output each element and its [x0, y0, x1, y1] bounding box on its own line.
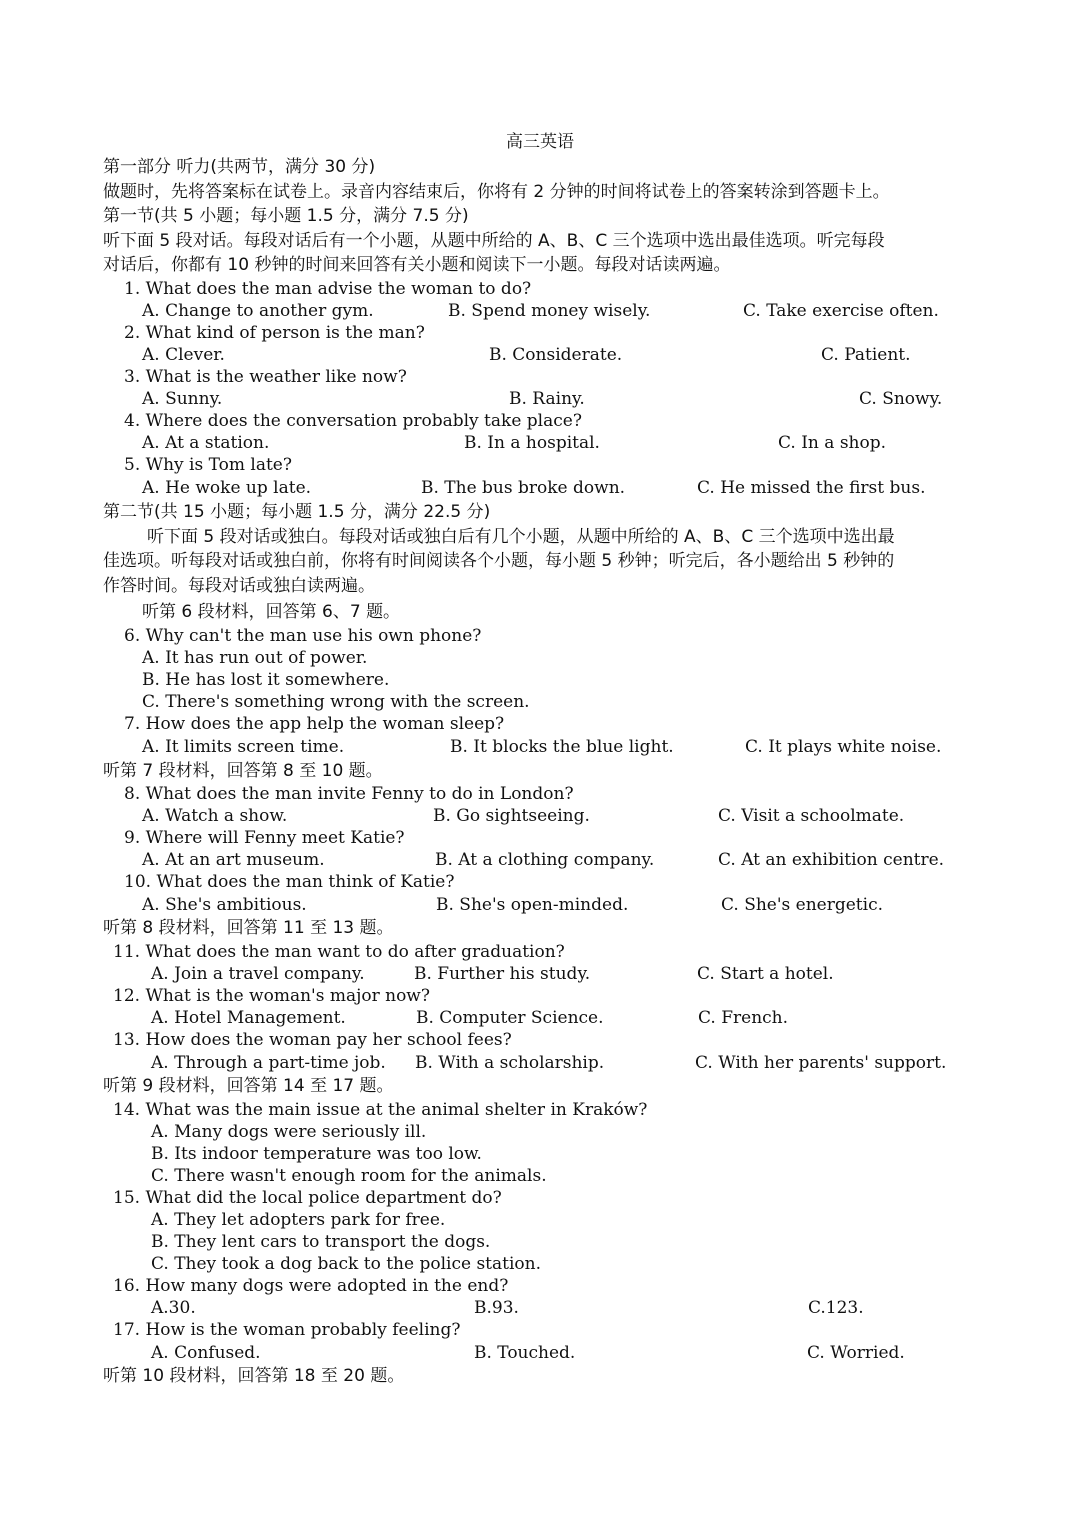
part1-instruction: 做题时，先将答案标在试卷上。录音内容结束后，你将有 2 分钟的时间将试卷上的答案转涂到答题卡上。 [103, 182, 890, 202]
q3-option-c: C. Snowy. [859, 389, 943, 409]
q14-option-a: A. Many dogs were seriously ill. [151, 1122, 427, 1142]
section2-instruction-line2: 佳选项。听每段对话或独白前，你将有时间阅读各个小题，每小题 5 秒钟；听完后，各小题给出 5 秒钟的 [103, 551, 895, 571]
question-13: 13. How does the woman pay her school fees? [113, 1030, 512, 1050]
question-16: 16. How many dogs were adopted in the end? [113, 1276, 509, 1296]
question-14: 14. What was the main issue at the animal shelter in Kraków? [113, 1100, 648, 1120]
question-7: 7. How does the app help the woman sleep? [124, 714, 505, 734]
question-12: 12. What is the woman's major now? [113, 986, 430, 1006]
part1-heading: 第一部分 听力(共两节，满分 30 分) [103, 157, 376, 177]
q14-option-b: B. Its indoor temperature was too low. [151, 1144, 482, 1164]
q5-option-a: A. He woke up late. [142, 478, 312, 498]
q14-option-c: C. There wasn't enough room for the animals. [151, 1166, 547, 1186]
q10-option-a: A. She's ambitious. [142, 895, 307, 915]
question-15: 15. What did the local police department do? [113, 1188, 502, 1208]
q12-option-c: C. French. [698, 1008, 789, 1028]
question-11: 11. What does the man want to do after graduation? [113, 942, 565, 962]
question-4: 4. Where does the conversation probably take place? [124, 411, 582, 431]
q12-option-a: A. Hotel Management. [151, 1008, 346, 1028]
q13-option-c: C. With her parents' support. [695, 1053, 947, 1073]
question-2: 2. What kind of person is the man? [124, 323, 425, 343]
q8-option-b: B. Go sightseeing. [433, 806, 590, 826]
section1-instruction-line2: 对话后，你都有 10 秒钟的时间来回答有关小题和阅读下一小题。每段对话读两遍。 [103, 255, 731, 275]
q16-option-c: C.123. [808, 1298, 864, 1318]
page-title: 高三英语 [506, 132, 574, 152]
q17-option-b: B. Touched. [474, 1343, 576, 1363]
q4-option-a: A. At a station. [142, 433, 270, 453]
q15-option-c: C. They took a dog back to the police station. [151, 1254, 541, 1274]
q8-option-c: C. Visit a schoolmate. [718, 806, 905, 826]
question-3: 3. What is the weather like now? [124, 367, 407, 387]
q17-option-a: A. Confused. [151, 1343, 261, 1363]
material-10-heading: 听第 10 段材料，回答第 18 至 20 题。 [103, 1366, 405, 1386]
question-17: 17. How is the woman probably feeling? [113, 1320, 461, 1340]
q6-option-b: B. He has lost it somewhere. [142, 670, 390, 690]
question-10: 10. What does the man think of Katie? [124, 872, 455, 892]
q9-option-c: C. At an exhibition centre. [718, 850, 945, 870]
q6-option-a: A. It has run out of power. [142, 648, 368, 668]
q1-option-b: B. Spend money wisely. [448, 301, 651, 321]
q16-option-a: A.30. [151, 1298, 196, 1318]
q17-option-c: C. Worried. [807, 1343, 905, 1363]
q7-option-a: A. It limits screen time. [142, 737, 345, 757]
q9-option-a: A. At an art museum. [142, 850, 325, 870]
q7-option-b: B. It blocks the blue light. [450, 737, 674, 757]
q5-option-b: B. The bus broke down. [421, 478, 626, 498]
section2-heading: 第二节(共 15 小题；每小题 1.5 分，满分 22.5 分) [103, 502, 491, 522]
question-9: 9. Where will Fenny meet Katie? [124, 828, 405, 848]
q15-option-a: A. They let adopters park for free. [151, 1210, 446, 1230]
section2-instruction-line1: 听下面 5 段对话或独白。每段对话或独白后有几个小题，从题中所给的 A、B、C 三个选项中选出最 [147, 527, 895, 547]
q15-option-b: B. They lent cars to transport the dogs. [151, 1232, 491, 1252]
question-8: 8. What does the man invite Fenny to do in London? [124, 784, 574, 804]
section1-heading: 第一节(共 5 小题；每小题 1.5 分，满分 7.5 分) [103, 206, 469, 226]
q11-option-b: B. Further his study. [414, 964, 591, 984]
q6-option-c: C. There's something wrong with the screen. [142, 692, 530, 712]
question-5: 5. Why is Tom late? [124, 455, 292, 475]
question-1: 1. What does the man advise the woman to do? [124, 279, 532, 299]
q8-option-a: A. Watch a show. [142, 806, 288, 826]
q4-option-b: B. In a hospital. [464, 433, 600, 453]
q16-option-b: B.93. [474, 1298, 519, 1318]
q2-option-b: B. Considerate. [489, 345, 623, 365]
q5-option-c: C. He missed the first bus. [697, 478, 926, 498]
material-9-heading: 听第 9 段材料，回答第 14 至 17 题。 [103, 1076, 394, 1096]
q13-option-a: A. Through a part-time job. [151, 1053, 386, 1073]
q11-option-c: C. Start a hotel. [697, 964, 834, 984]
q10-option-b: B. She's open-minded. [436, 895, 629, 915]
q4-option-c: C. In a shop. [778, 433, 887, 453]
q1-option-c: C. Take exercise often. [743, 301, 939, 321]
q2-option-a: A. Clever. [142, 345, 225, 365]
q13-option-b: B. With a scholarship. [415, 1053, 605, 1073]
q10-option-c: C. She's energetic. [721, 895, 883, 915]
material-7-heading: 听第 7 段材料，回答第 8 至 10 题。 [103, 761, 383, 781]
q2-option-c: C. Patient. [821, 345, 911, 365]
q3-option-b: B. Rainy. [509, 389, 585, 409]
section1-instruction-line1: 听下面 5 段对话。每段对话后有一个小题，从题中所给的 A、B、C 三个选项中选出最佳选项。听完每段 [103, 231, 885, 251]
q3-option-a: A. Sunny. [142, 389, 223, 409]
q1-option-a: A. Change to another gym. [142, 301, 374, 321]
q9-option-b: B. At a clothing company. [435, 850, 655, 870]
question-6: 6. Why can't the man use his own phone? [124, 626, 482, 646]
material-6-heading: 听第 6 段材料，回答第 6、7 题。 [142, 602, 401, 622]
q12-option-b: B. Computer Science. [416, 1008, 604, 1028]
material-8-heading: 听第 8 段材料，回答第 11 至 13 题。 [103, 918, 394, 938]
section2-instruction-line3: 作答时间。每段对话或独白读两遍。 [103, 576, 375, 596]
q11-option-a: A. Join a travel company. [151, 964, 365, 984]
q7-option-c: C. It plays white noise. [745, 737, 942, 757]
